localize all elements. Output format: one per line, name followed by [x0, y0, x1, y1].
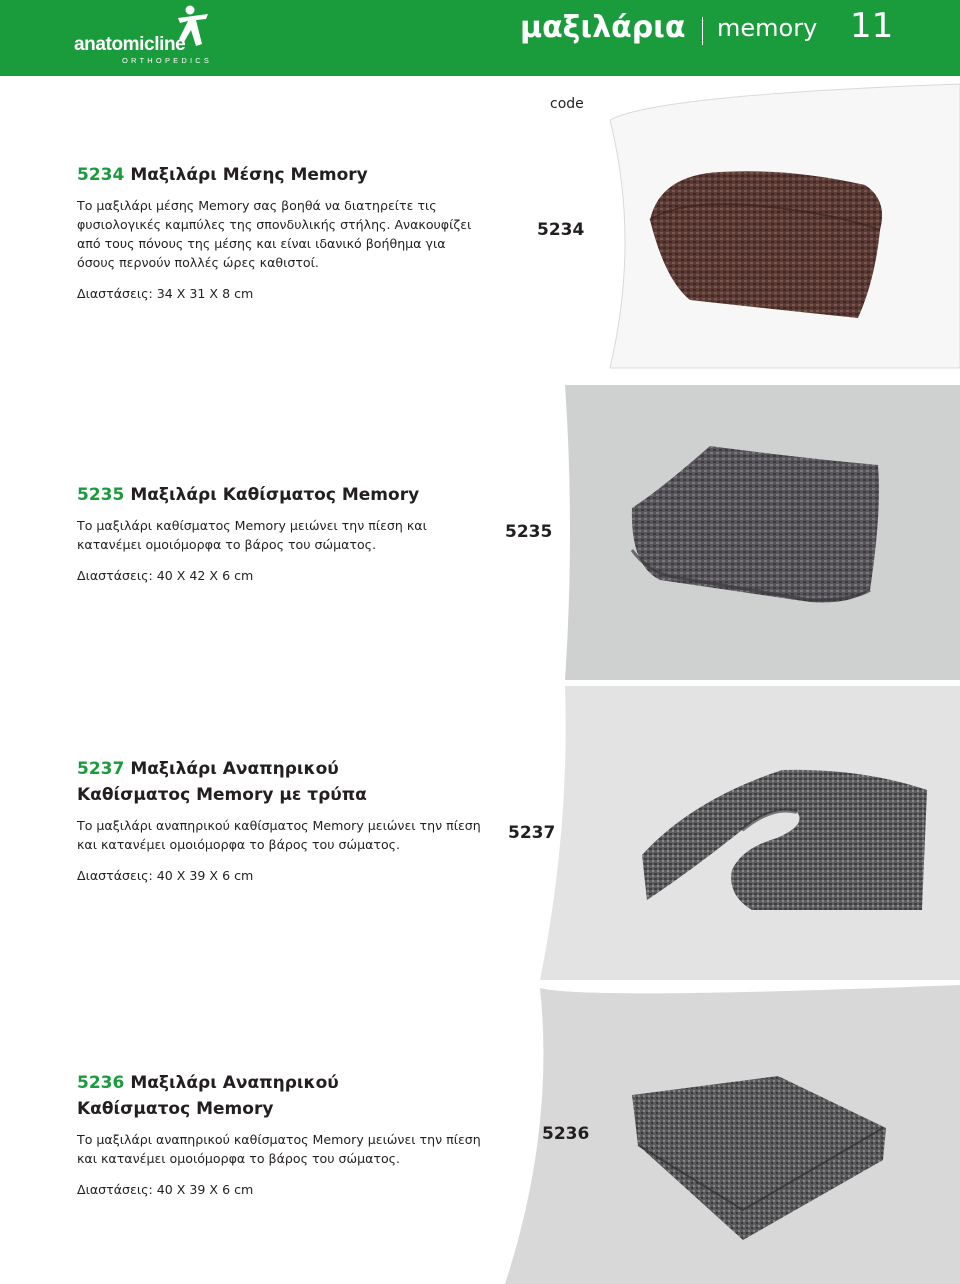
product-code: 5235: [77, 485, 125, 505]
product-name: Μαξιλάρι Μέσης Memory: [130, 165, 368, 185]
product-code-5235: 5235: [505, 522, 553, 542]
product-dimensions: [77, 1182, 487, 1197]
product-description: Το μαξιλάρι αναπηρικού καθίσματος Memory μειώνει την πίεση και κατανέμει ομοιόμορφα το βάρος του σώματος.: [77, 818, 481, 852]
product-code-5237: 5237: [508, 823, 556, 843]
product-title: [77, 162, 487, 188]
lumbar-cushion-icon: [630, 160, 900, 325]
brand-name: anatomicline: [74, 34, 186, 55]
dimensions-value: 34 X 31 X 8 cm: [156, 286, 254, 301]
product-code: 5236: [77, 1073, 125, 1093]
dimensions-label: Διαστάσεις:: [77, 568, 153, 583]
product-section-5235: [77, 482, 487, 583]
dimensions-value: 40 X 39 X 6 cm: [156, 868, 254, 883]
page-number: 11: [850, 6, 894, 46]
dimensions-value: 40 X 42 X 6 cm: [156, 568, 254, 583]
flat-cushion-icon: [628, 1070, 893, 1245]
dimensions-label: Διαστάσεις:: [77, 1182, 153, 1197]
product-description: Το μαξιλάρι αναπηρικού καθίσματος Memory μειώνει την πίεση και κατανέμει ομοιόμορφα το βάρος του σώματος.: [77, 1132, 481, 1166]
product-dimensions: [77, 568, 487, 583]
product-section-5234: [77, 162, 487, 301]
page-subtitle: memory: [717, 14, 818, 42]
product-name: Μαξιλάρι Αναπηρικού Καθίσματος Memory με τρύπα: [77, 759, 367, 805]
u-shaped-cushion-icon: [632, 760, 932, 910]
product-title: [77, 1070, 457, 1122]
seat-cushion-icon: [620, 440, 890, 610]
product-title: [77, 756, 457, 808]
page-title: μαξιλάρια: [520, 10, 686, 45]
product-code: 5234: [77, 165, 125, 185]
product-section-5237: [77, 756, 487, 883]
dimensions-label: Διαστάσεις:: [77, 286, 153, 301]
product-description: Το μαξιλάρι μέσης Memory σας βοηθά να διατηρείτε τις φυσιολογικές καμπύλες της σπονδυλικής στήλης. Ανακουφίζει από τους πόνους της μέσης και είναι ιδανικό βοήθημα για όσους περνούν πολλές ώρες καθιστοί.: [77, 198, 472, 270]
product-description: Το μαξιλάρι καθίσματος Memory μειώνει την πίεση και κατανέμει ομοιόμορφα το βάρος του σώματος.: [77, 518, 427, 552]
product-name: Μαξιλάρι Καθίσματος Memory: [130, 485, 420, 505]
product-dimensions: [77, 286, 487, 301]
product-section-5236: [77, 1070, 487, 1197]
dimensions-label: Διαστάσεις:: [77, 868, 153, 883]
product-code: 5237: [77, 759, 125, 779]
product-dimensions: [77, 868, 487, 883]
product-title: [77, 482, 487, 508]
code-column-label: code: [550, 96, 584, 112]
product-name: Μαξιλάρι Αναπηρικού Καθίσματος Memory: [77, 1073, 339, 1119]
brand-subtitle: ORTHOPEDICS: [122, 56, 213, 65]
product-code-5234: 5234: [537, 220, 585, 240]
dimensions-value: 40 X 39 X 6 cm: [156, 1182, 254, 1197]
product-code-5236: 5236: [542, 1124, 590, 1144]
